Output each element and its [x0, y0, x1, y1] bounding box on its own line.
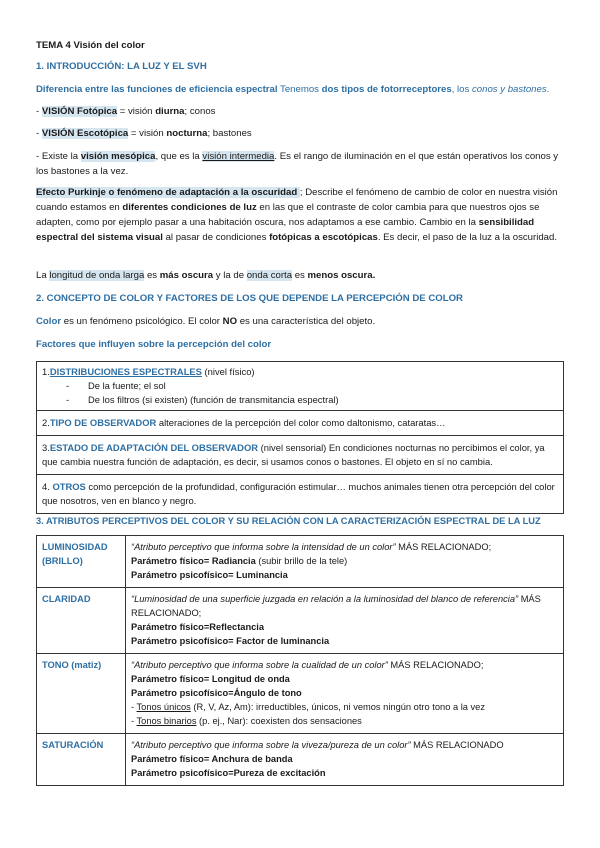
factor-row: 2.TIPO DE OBSERVADOR alteraciones de la percepción del color como daltonismo, cataratas…	[37, 411, 564, 436]
factor-label: DISTRIBUCIONES ESPECTRALES	[49, 366, 202, 377]
factor-label: ESTADO DE ADAPTACIÓN DEL OBSERVADOR	[49, 442, 259, 453]
section-1-heading: 1. INTRODUCCIÓN: LA LUZ Y EL SVH	[36, 61, 207, 72]
list-item: - De la fuente; el sol	[88, 379, 558, 393]
color-definition: Color es un fenómeno psicológico. El color NO es una característica del objeto.	[36, 316, 376, 327]
attribute-name: CLARIDAD	[37, 588, 126, 654]
attribute-row: CLARIDAD “Luminosidad de una superficie juzgada en relación a la luminosidad del blanco de referencia” MÁS RELACIONADO; Parámetro físico=Reflectancia Parámetro psicofísico= Factor de luminancia	[37, 588, 564, 654]
factor-label: OTROS	[52, 481, 86, 492]
document-title: TEMA 4 Visión del color	[36, 40, 145, 51]
section-2-heading: 2. CONCEPTO DE COLOR Y FACTORES DE LOS QUE DEPENDE LA PERCEPCIÓN DE COLOR	[36, 293, 463, 304]
photopic-line: - VISIÓN Fotópica = visión diurna; conos	[36, 106, 216, 117]
list-item: - De los filtros (si existen) (función de transmitancia espectral)	[88, 393, 558, 407]
factor-row: 1.DISTRIBUCIONES ESPECTRALES (nivel físico) - De la fuente; el sol - De los filtros (si existen) (función de transmitancia espectral)	[37, 362, 564, 411]
wavelength-paragraph: La longitud de onda larga es más oscura y la de onda corta es menos oscura.	[36, 270, 376, 281]
scotopic-label: VISIÓN Escotópica	[41, 128, 129, 139]
section-3-heading: 3. ATRIBUTOS PERCEPTIVOS DEL COLOR Y SU RELACIÓN CON LA CARACTERIZACIÓN ESPECTRAL DE LA LUZ	[36, 516, 541, 526]
photopic-label: VISIÓN Fotópica	[41, 106, 118, 117]
factor-1-list	[42, 379, 558, 407]
attribute-name: SATURACIÓN	[37, 734, 126, 786]
factors-heading: Factores que influyen sobre la percepción del color	[36, 339, 272, 350]
efficiency-paragraph: Diferencia entre las funciones de eficiencia espectral Tenemos dos tipos de fotorreceptores, los conos y bastones.	[36, 84, 550, 95]
mesopic-paragraph: - Existe la visión mesópica, que es la visión intermedia. Es el rango de iluminación en el que están operativos los conos y los bastones a la vez.	[36, 151, 559, 177]
attribute-name: LUMINOSIDAD (BRILLO)	[37, 536, 126, 588]
scotopic-line: - VISIÓN Escotópica = visión nocturna; bastones	[36, 128, 252, 139]
attribute-row: SATURACIÓN “Atributo perceptivo que informa sobre la viveza/pureza de un color” MÁS RELACIONADO Parámetro físico= Anchura de banda Parámetro psicofísico=Pureza de excitación	[37, 734, 564, 786]
factor-label: TIPO DE OBSERVADOR	[49, 417, 157, 428]
purkinje-paragraph: Efecto Purkinje o fenómeno de adaptación a la oscuridad ; Describe el fenómeno de cambio de color en nuestra visión cuando estamos en diferentes condiciones de luz en las que el contraste de color cambia para que nuestros ojos se adapten, como por ejemplo pasar a una habitación oscura, nos adaptamos a ese cambio. Cambio en la sensibilidad espectral del sistema visual al pasar de condiciones fotópicas a escotópicas. Es decir, el paso de la luz a la oscuridad.	[36, 187, 558, 243]
factor-row: 3.ESTADO DE ADAPTACIÓN DEL OBSERVADOR (nivel sensorial) En condiciones nocturnas no percibimos el color, ya que cambia nuestra función de adaptación, es decir, si usamos conos o bastones. El objeto en sí no cambia.	[37, 436, 564, 475]
attribute-row: LUMINOSIDAD (BRILLO) “Atributo perceptivo que informa sobre la intensidad de un color” MÁS RELACIONADO; Parámetro físico= Radiancia (subir brillo de la tele) Parámetro psicofísico= Luminancia	[37, 536, 564, 588]
efficiency-subheading: Diferencia entre las funciones de eficiencia espectral	[36, 84, 278, 95]
attribute-name: TONO (matiz)	[37, 654, 126, 734]
attributes-table	[36, 535, 564, 786]
attribute-row: TONO (matiz) “Atributo perceptivo que informa sobre la cualidad de un color” MÁS RELACIONADO; Parámetro físico= Longitud de onda Parámetro psicofísico=Ángulo de tono - Tonos únicos (R, V, Az, Am): irreductibles, únicos, ni vemos ningún otro tono a la vez - Tonos binarios (p. ej., Nar): coexisten dos sensaciones	[37, 654, 564, 734]
factor-row: 4. OTROS como percepción de la profundidad, configuración estimular… muchos animales tienen otra percepción del color que nosotros, ven en blanco y negro.	[37, 475, 564, 514]
factors-table	[36, 361, 564, 514]
